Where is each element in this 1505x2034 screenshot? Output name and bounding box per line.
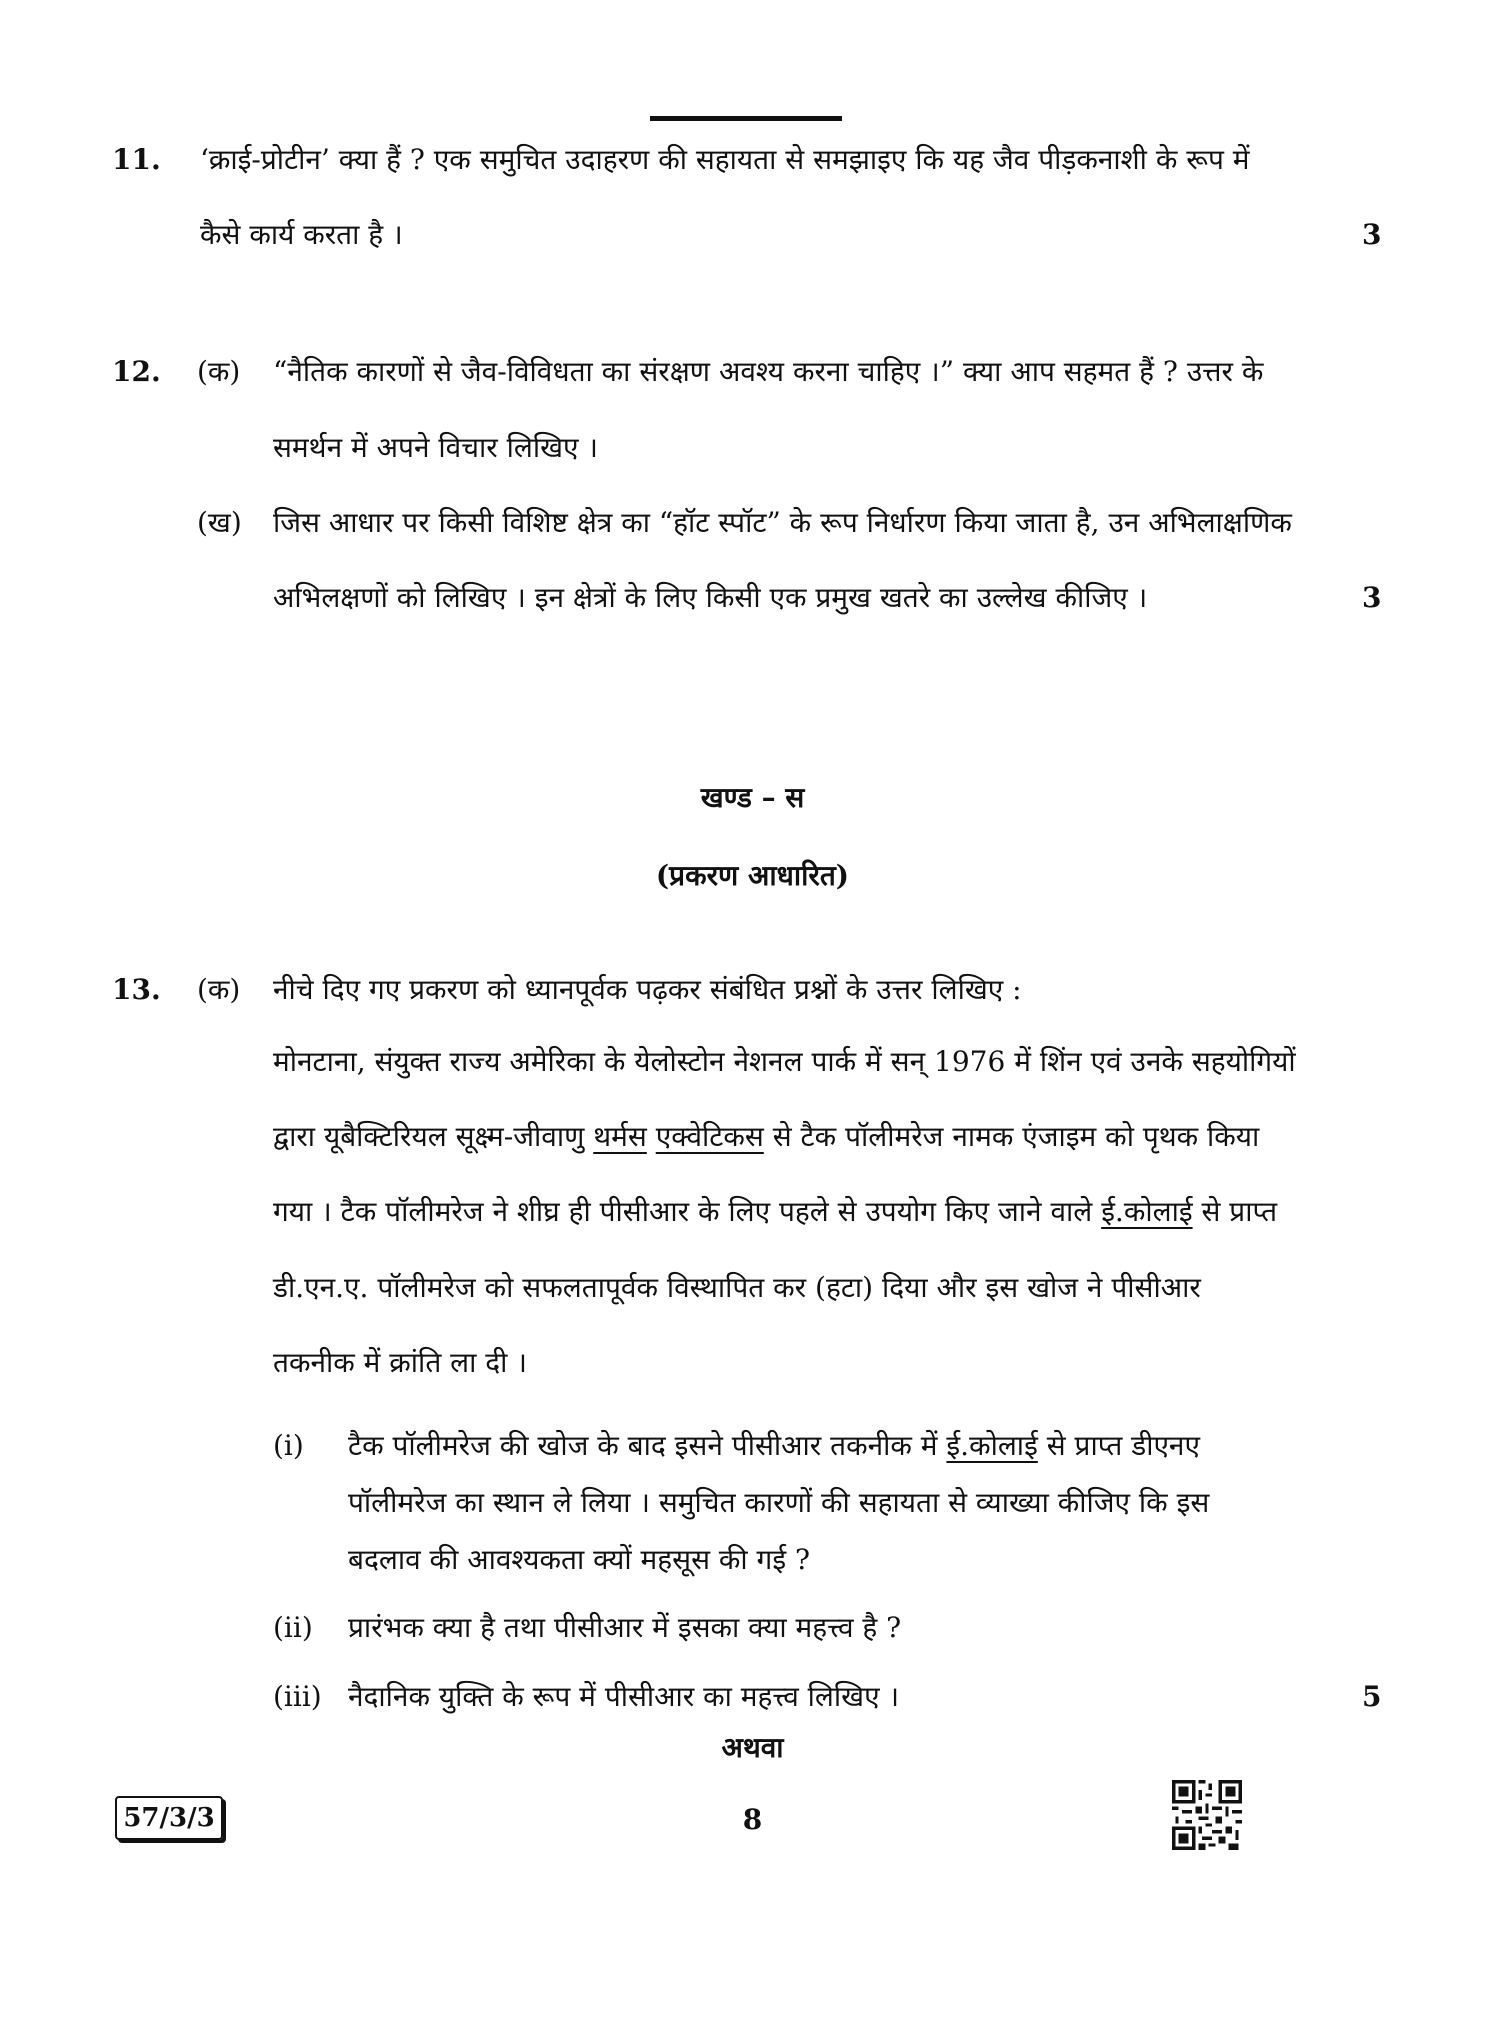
q13-a-label: (क)	[197, 973, 241, 1006]
top-rule	[650, 116, 842, 121]
term-ecoli: ई.कोलाई	[1101, 1195, 1193, 1228]
q11-number: 11.	[112, 143, 161, 176]
q11-line1: ‘क्राई-प्रोटीन’ क्या हैं ? एक समुचित उदाहरण की सहायता से समझाइए कि यह जैव पीड़कनाशी के रूप में	[200, 143, 1250, 176]
q12-b-line2: अभिलक्षणों को लिखिए । इन क्षेत्रों के लिए किसी एक प्रमुख खतरे का उल्लेख कीजिए ।	[273, 581, 1148, 614]
q13-i-line3: बदलाव की आवश्यकता क्यों महसूस की गई ?	[348, 1543, 810, 1576]
q13-i-label: (i)	[273, 1429, 304, 1462]
qr-code-icon	[1172, 1780, 1242, 1850]
section-title: खण्ड – स	[700, 781, 805, 814]
q13-para-line1: मोनटाना, संयुक्त राज्य अमेरिका के येलोस्टोन नेशनल पार्क में सन् 1976 में शिंन एवं उनके सहयोगियों	[273, 1045, 1296, 1078]
or-label: अथवा	[721, 1731, 784, 1764]
q13-iii-text: नैदानिक युक्ति के रूप में पीसीआर का महत्त्व लिखिए ।	[348, 1680, 900, 1713]
q13-ii-label: (ii)	[273, 1611, 313, 1644]
page-number: 8	[742, 1803, 763, 1836]
q11-marks: 3	[1362, 218, 1382, 251]
q12-b-label: (ख)	[197, 506, 242, 539]
q13-para-line3: गया । टैक पॉलीमरेज ने शीघ्र ही पीसीआर के लिए पहले से उपयोग किए जाने वाले ई.कोलाई से प्राप्त	[273, 1195, 1278, 1228]
q13-para-line4: डी.एन.ए. पॉलीमरेज को सफलतापूर्वक विस्थापित कर (हटा) दिया और इस खोज ने पीसीआर	[273, 1271, 1201, 1304]
q13-marks: 5	[1362, 1680, 1382, 1713]
q11-line2: कैसे कार्य करता है ।	[200, 218, 403, 251]
q13-para-line5: तकनीक में क्रांति ला दी ।	[273, 1346, 527, 1379]
paper-code-badge: 57/3/3	[115, 1796, 223, 1840]
q12-number: 12.	[112, 355, 161, 388]
q13-para-line2: द्वारा यूबैक्टिरियल सूक्ष्म-जीवाणु थर्मस एक्वेटिकस से टैक पॉलीमरेज नामक एंजाइम को पृथक किया	[273, 1120, 1260, 1153]
q12-a-label: (क)	[197, 355, 241, 388]
q12-a-line2: समर्थन में अपने विचार लिखिए ।	[273, 431, 598, 464]
q12-a-line1: “नैतिक कारणों से जैव-विविधता का संरक्षण अवश्य करना चाहिए ।” क्या आप सहमत हैं ? उत्तर के	[273, 355, 1264, 388]
q13-i-line2: पॉलीमरेज का स्थान ले लिया । समुचित कारणों की सहायता से व्याख्या कीजिए कि इस	[348, 1486, 1210, 1519]
term-thermus: थर्मस	[593, 1120, 647, 1153]
q13-i-line1: टैक पॉलीमरेज की खोज के बाद इसने पीसीआर तकनीक में ई.कोलाई से प्राप्त डीएनए	[348, 1429, 1200, 1462]
section-subtitle: (प्रकरण आधारित)	[655, 859, 850, 892]
q13-number: 13.	[112, 973, 161, 1006]
q13-ii-text: प्रारंभक क्या है तथा पीसीआर में इसका क्या महत्त्व है ?	[348, 1611, 902, 1644]
q12-marks: 3	[1362, 581, 1382, 614]
q12-b-line1: जिस आधार पर किसी विशिष्ट क्षेत्र का “हॉट स्पॉट” के रूप निर्धारण किया जाता है, उन अभिलाक्षणिक	[273, 506, 1292, 539]
term-aquaticus: एक्वेटिकस	[655, 1120, 764, 1153]
term-ecoli-2: ई.कोलाई	[946, 1429, 1038, 1462]
q13-instruction: नीचे दिए गए प्रकरण को ध्यानपूर्वक पढ़कर संबंधित प्रश्नों के उत्तर लिखिए :	[273, 973, 1022, 1006]
q13-iii-label: (iii)	[273, 1680, 322, 1713]
